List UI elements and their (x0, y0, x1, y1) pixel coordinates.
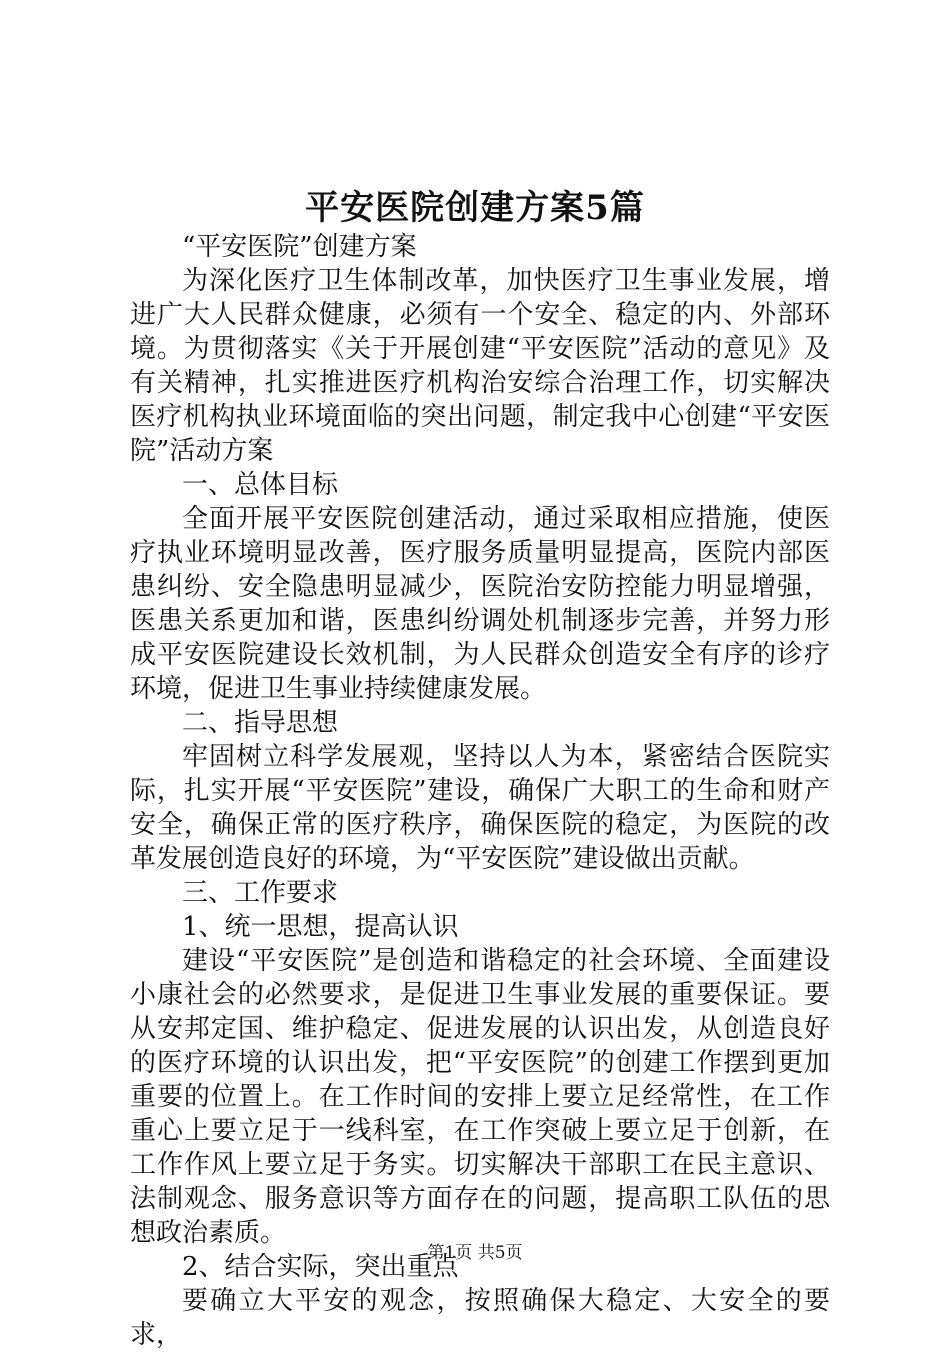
paragraph-goal: 全面开展平安医院创建活动，通过采取相应措施，使医疗执业环境明显改善，医疗服务质量明显提高，医院内部医患纠纷、安全隐患明显减少，医院治安防控能力明显增强，医患关系更加和谐，医患纠纷调处机制逐步完善，并努力形成平安医院建设长效机制，为人民群众创造安全有序的诊疗环境，促进卫生事业持续健康发展。 (130, 504, 830, 704)
section-heading-requirements: 三、工作要求 (182, 878, 339, 908)
paragraph-intro: 为深化医疗卫生体制改革，加快医疗卫生事业发展，增进广大人民群众健康，必须有一个安全、稳定的内、外部环境。为贯彻落实《关于开展创建“平安医院”活动的意见》及有关精神，扎实推进医疗机构治安综合治理工作，切实解决医疗机构执业环境面临的突出问题，制定我中心创建“平安医院”活动方案 (130, 266, 830, 466)
paragraph-focus: 要确立大平安的观念，按照确保大稳定、大安全的要求， (130, 1286, 830, 1350)
paragraph-subtitle: “平安医院”创建方案 (182, 232, 417, 262)
page-footer: 第1页 共5页 (427, 1243, 523, 1263)
paragraph-unify-thinking: 建设“平安医院”是创造和谐稳定的社会环境、全面建设小康社会的必然要求，是促进卫生事业发展的重要保证。要从安邦定国、维护稳定、促进发展的认识出发，从创造良好的医疗环境的认识出发，把“平安医院”的创建工作摆到更加重要的位置上。在工作时间的安排上要立足经常性，在工作重心上要立足于一线科室，在工作突破上要立足于创新，在工作作风上要立足于务实。切实解决干部职工在民主意识、法制观念、服务意识等方面存在的问题，提高职工队伍的思想政治素质。 (130, 946, 830, 1248)
document-body (130, 230, 830, 1352)
subheading-focus: 2、结合实际，突出重点 (182, 1252, 459, 1282)
subheading-unify-thinking: 1、统一思想，提高认识 (182, 912, 459, 942)
document-title: 平安医院创建方案5篇 (305, 188, 645, 228)
section-heading-goal: 一、总体目标 (182, 470, 339, 500)
section-heading-guidance: 二、指导思想 (182, 708, 339, 738)
paragraph-guidance: 牢固树立科学发展观，坚持以人为本，紧密结合医院实际，扎实开展“平安医院”建设，确保广大职工的生命和财产安全，确保正常的医疗秩序，确保医院的稳定，为医院的改革发展创造良好的环境，为“平安医院”建设做出贡献。 (130, 742, 830, 874)
